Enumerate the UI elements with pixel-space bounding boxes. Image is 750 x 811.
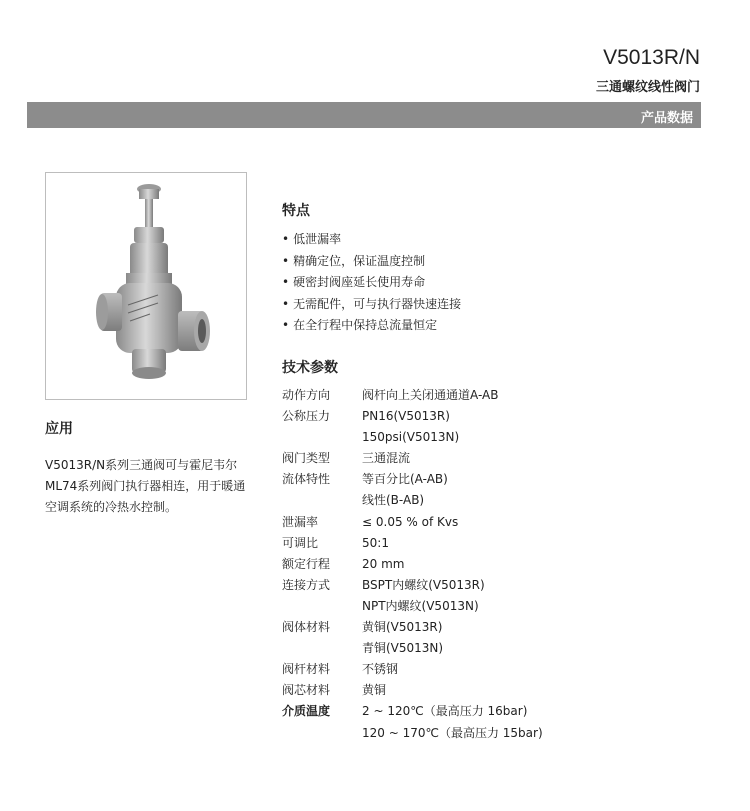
spec-value: 不锈钢: [362, 662, 399, 677]
spec-value: PN16(V5013R): [362, 409, 450, 424]
header-band: [27, 102, 701, 128]
features-title: 特点: [282, 203, 310, 219]
spec-label: 介质温度: [282, 704, 331, 719]
spec-value: 黄铜: [362, 683, 387, 698]
spec-value: 黄铜(V5013R): [362, 620, 443, 635]
spec-value: ≤ 0.05 % of Kvs: [362, 514, 459, 529]
features-list: [282, 229, 461, 337]
spec-label: 流体特性: [282, 472, 331, 487]
product-image-frame: [45, 172, 247, 400]
specs-title: 技术参数: [282, 360, 338, 376]
spec-value: NPT内螺纹(V5013N): [362, 598, 479, 613]
spec-label: 可调比: [282, 535, 319, 550]
three-way-valve-photo-icon: [46, 173, 246, 399]
application-text: [45, 455, 255, 518]
spec-value: BSPT内螺纹(V5013R): [362, 577, 485, 592]
feature-item: • 低泄漏率: [282, 229, 461, 251]
spec-label: 阀门类型: [282, 451, 331, 466]
spec-label: 公称压力: [282, 409, 331, 424]
spec-value: 线性(B-AB): [362, 493, 425, 508]
application-title: 应用: [45, 421, 73, 437]
application-line: 空调系统的冷热水控制。: [45, 500, 178, 514]
page-subtitle: 三通螺纹线性阀门: [595, 80, 700, 95]
feature-item: • 硬密封阀座延长使用寿命: [282, 272, 461, 294]
model-title: V5013R/N: [603, 46, 700, 69]
spec-value: 阀杆向上关闭通通道A-AB: [362, 388, 499, 402]
band-label: 产品数据: [640, 111, 693, 126]
application-line: V5013R/N系列三通阀可与霍尼韦尔: [45, 458, 238, 472]
application-line: ML74系列阀门执行器相连，用于暖通: [45, 479, 246, 493]
spec-value: 20 mm: [362, 556, 405, 571]
spec-label: 额定行程: [282, 556, 331, 571]
spec-value: 青铜(V5013N): [362, 641, 444, 656]
spec-value: 2 ~ 120℃（最高压力 16bar): [362, 704, 528, 719]
spec-label: 阀芯材料: [282, 683, 331, 698]
spec-value: 150psi(V5013N): [362, 430, 460, 445]
spec-label: 泄漏率: [282, 514, 319, 529]
spec-value: 50:1: [362, 535, 389, 550]
spec-label: 动作方向: [282, 388, 331, 402]
spec-label: 阀体材料: [282, 620, 331, 635]
spec-label: 连接方式: [282, 577, 331, 592]
spec-value: 等百分比(A-AB): [362, 472, 448, 487]
spec-value: 三通混流: [362, 451, 411, 466]
spec-value: 120 ~ 170℃（最高压力 15bar): [362, 725, 543, 740]
feature-item: • 精确定位，保证温度控制: [282, 251, 461, 273]
feature-item: • 无需配件，可与执行器快速连接: [282, 294, 461, 316]
spec-label: 阀杆材料: [282, 662, 331, 677]
feature-item: • 在全行程中保持总流量恒定: [282, 315, 461, 337]
